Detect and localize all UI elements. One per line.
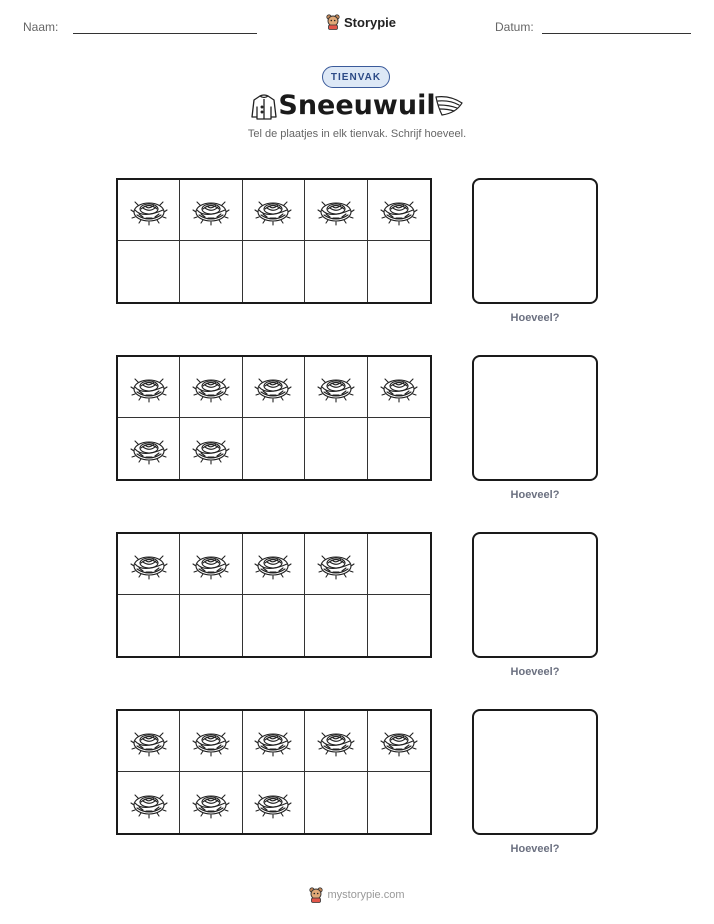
page-title: Sneeuwuil xyxy=(278,90,436,121)
ten-frame-cell xyxy=(118,534,180,595)
nest-icon xyxy=(253,547,293,581)
ten-frame-cell xyxy=(305,180,367,241)
ten-frame-cell xyxy=(118,241,180,302)
logo xyxy=(326,14,396,30)
ten-frame-cell xyxy=(180,180,242,241)
ten-frame-cell xyxy=(368,534,430,595)
ten-frame xyxy=(116,178,432,304)
ten-frame-cell xyxy=(243,180,305,241)
ten-frame-cell xyxy=(243,534,305,595)
ten-frame-cell xyxy=(243,418,305,479)
answer-label: Hoeveel? xyxy=(510,843,560,855)
ten-frame-cell xyxy=(180,772,242,833)
nest-icon xyxy=(316,370,356,404)
nest-icon xyxy=(316,724,356,758)
nest-icon xyxy=(191,724,231,758)
ten-frame-cell xyxy=(118,418,180,479)
ten-frame-cell xyxy=(243,595,305,656)
ten-frame-cell xyxy=(180,595,242,656)
nest-icon xyxy=(191,547,231,581)
answer-box[interactable] xyxy=(472,709,598,835)
ten-frame-cell xyxy=(368,418,430,479)
ten-frame-cell xyxy=(368,180,430,241)
ten-frame-cell xyxy=(368,241,430,302)
ten-frame-cell xyxy=(305,418,367,479)
nest-icon xyxy=(316,547,356,581)
ten-frame-cell xyxy=(368,711,430,772)
ten-frame-cell xyxy=(118,180,180,241)
category-badge: TIENVAK xyxy=(322,66,390,88)
ten-frame xyxy=(116,709,432,835)
ten-frame-cell xyxy=(180,241,242,302)
ten-frame-cell xyxy=(368,357,430,418)
answer-box[interactable] xyxy=(472,532,598,658)
logo-text: Storypie xyxy=(344,14,397,30)
date-label: Datum: xyxy=(495,20,534,34)
nest-icon xyxy=(191,193,231,227)
ten-frame-cell xyxy=(243,357,305,418)
ten-frame-cell xyxy=(305,772,367,833)
footer-url: mystorypie.com xyxy=(327,889,405,901)
wing-icon xyxy=(434,93,464,119)
nest-icon xyxy=(379,193,419,227)
nest-icon xyxy=(379,724,419,758)
ten-frame-cell xyxy=(180,357,242,418)
nest-icon xyxy=(129,370,169,404)
nest-icon xyxy=(129,432,169,466)
nest-icon xyxy=(191,786,231,820)
ten-frame-cell xyxy=(118,711,180,772)
ten-frame-cell xyxy=(305,711,367,772)
ten-frame-cell xyxy=(118,595,180,656)
nest-icon xyxy=(129,724,169,758)
name-label: Naam: xyxy=(23,20,59,34)
answer-box[interactable] xyxy=(472,355,598,481)
nest-icon xyxy=(253,786,293,820)
instructions: Tel de plaatjes in elk tienvak. Schrijf hoeveel. xyxy=(247,128,467,140)
answer-label: Hoeveel? xyxy=(510,312,560,324)
ten-frame-cell xyxy=(118,772,180,833)
ten-frame xyxy=(116,532,432,658)
ten-frame xyxy=(116,355,432,481)
ten-frame-cell xyxy=(118,357,180,418)
nest-icon xyxy=(129,786,169,820)
nest-icon xyxy=(129,547,169,581)
ten-frame-cell xyxy=(305,534,367,595)
bear-logo-icon xyxy=(309,887,323,903)
nest-icon xyxy=(253,370,293,404)
ten-frame-cell xyxy=(305,357,367,418)
ten-frame-cell xyxy=(305,595,367,656)
nest-icon xyxy=(253,193,293,227)
ten-frame-cell xyxy=(305,241,367,302)
nest-icon xyxy=(129,193,169,227)
nest-icon xyxy=(191,432,231,466)
answer-box[interactable] xyxy=(472,178,598,304)
answer-label: Hoeveel? xyxy=(510,666,560,678)
name-line[interactable] xyxy=(73,33,257,34)
ten-frame-cell xyxy=(243,711,305,772)
ten-frame-cell xyxy=(180,534,242,595)
footer xyxy=(0,887,714,903)
ten-frame-cell xyxy=(243,241,305,302)
ten-frame-cell xyxy=(180,418,242,479)
nest-icon xyxy=(316,193,356,227)
bear-logo-icon xyxy=(326,14,340,30)
ten-frame-cell xyxy=(368,595,430,656)
nest-icon xyxy=(253,724,293,758)
nest-icon xyxy=(379,370,419,404)
date-line[interactable] xyxy=(542,33,691,34)
ten-frame-cell xyxy=(368,772,430,833)
ten-frame-cell xyxy=(180,711,242,772)
nest-icon xyxy=(191,370,231,404)
answer-label: Hoeveel? xyxy=(510,489,560,501)
ten-frame-cell xyxy=(243,772,305,833)
